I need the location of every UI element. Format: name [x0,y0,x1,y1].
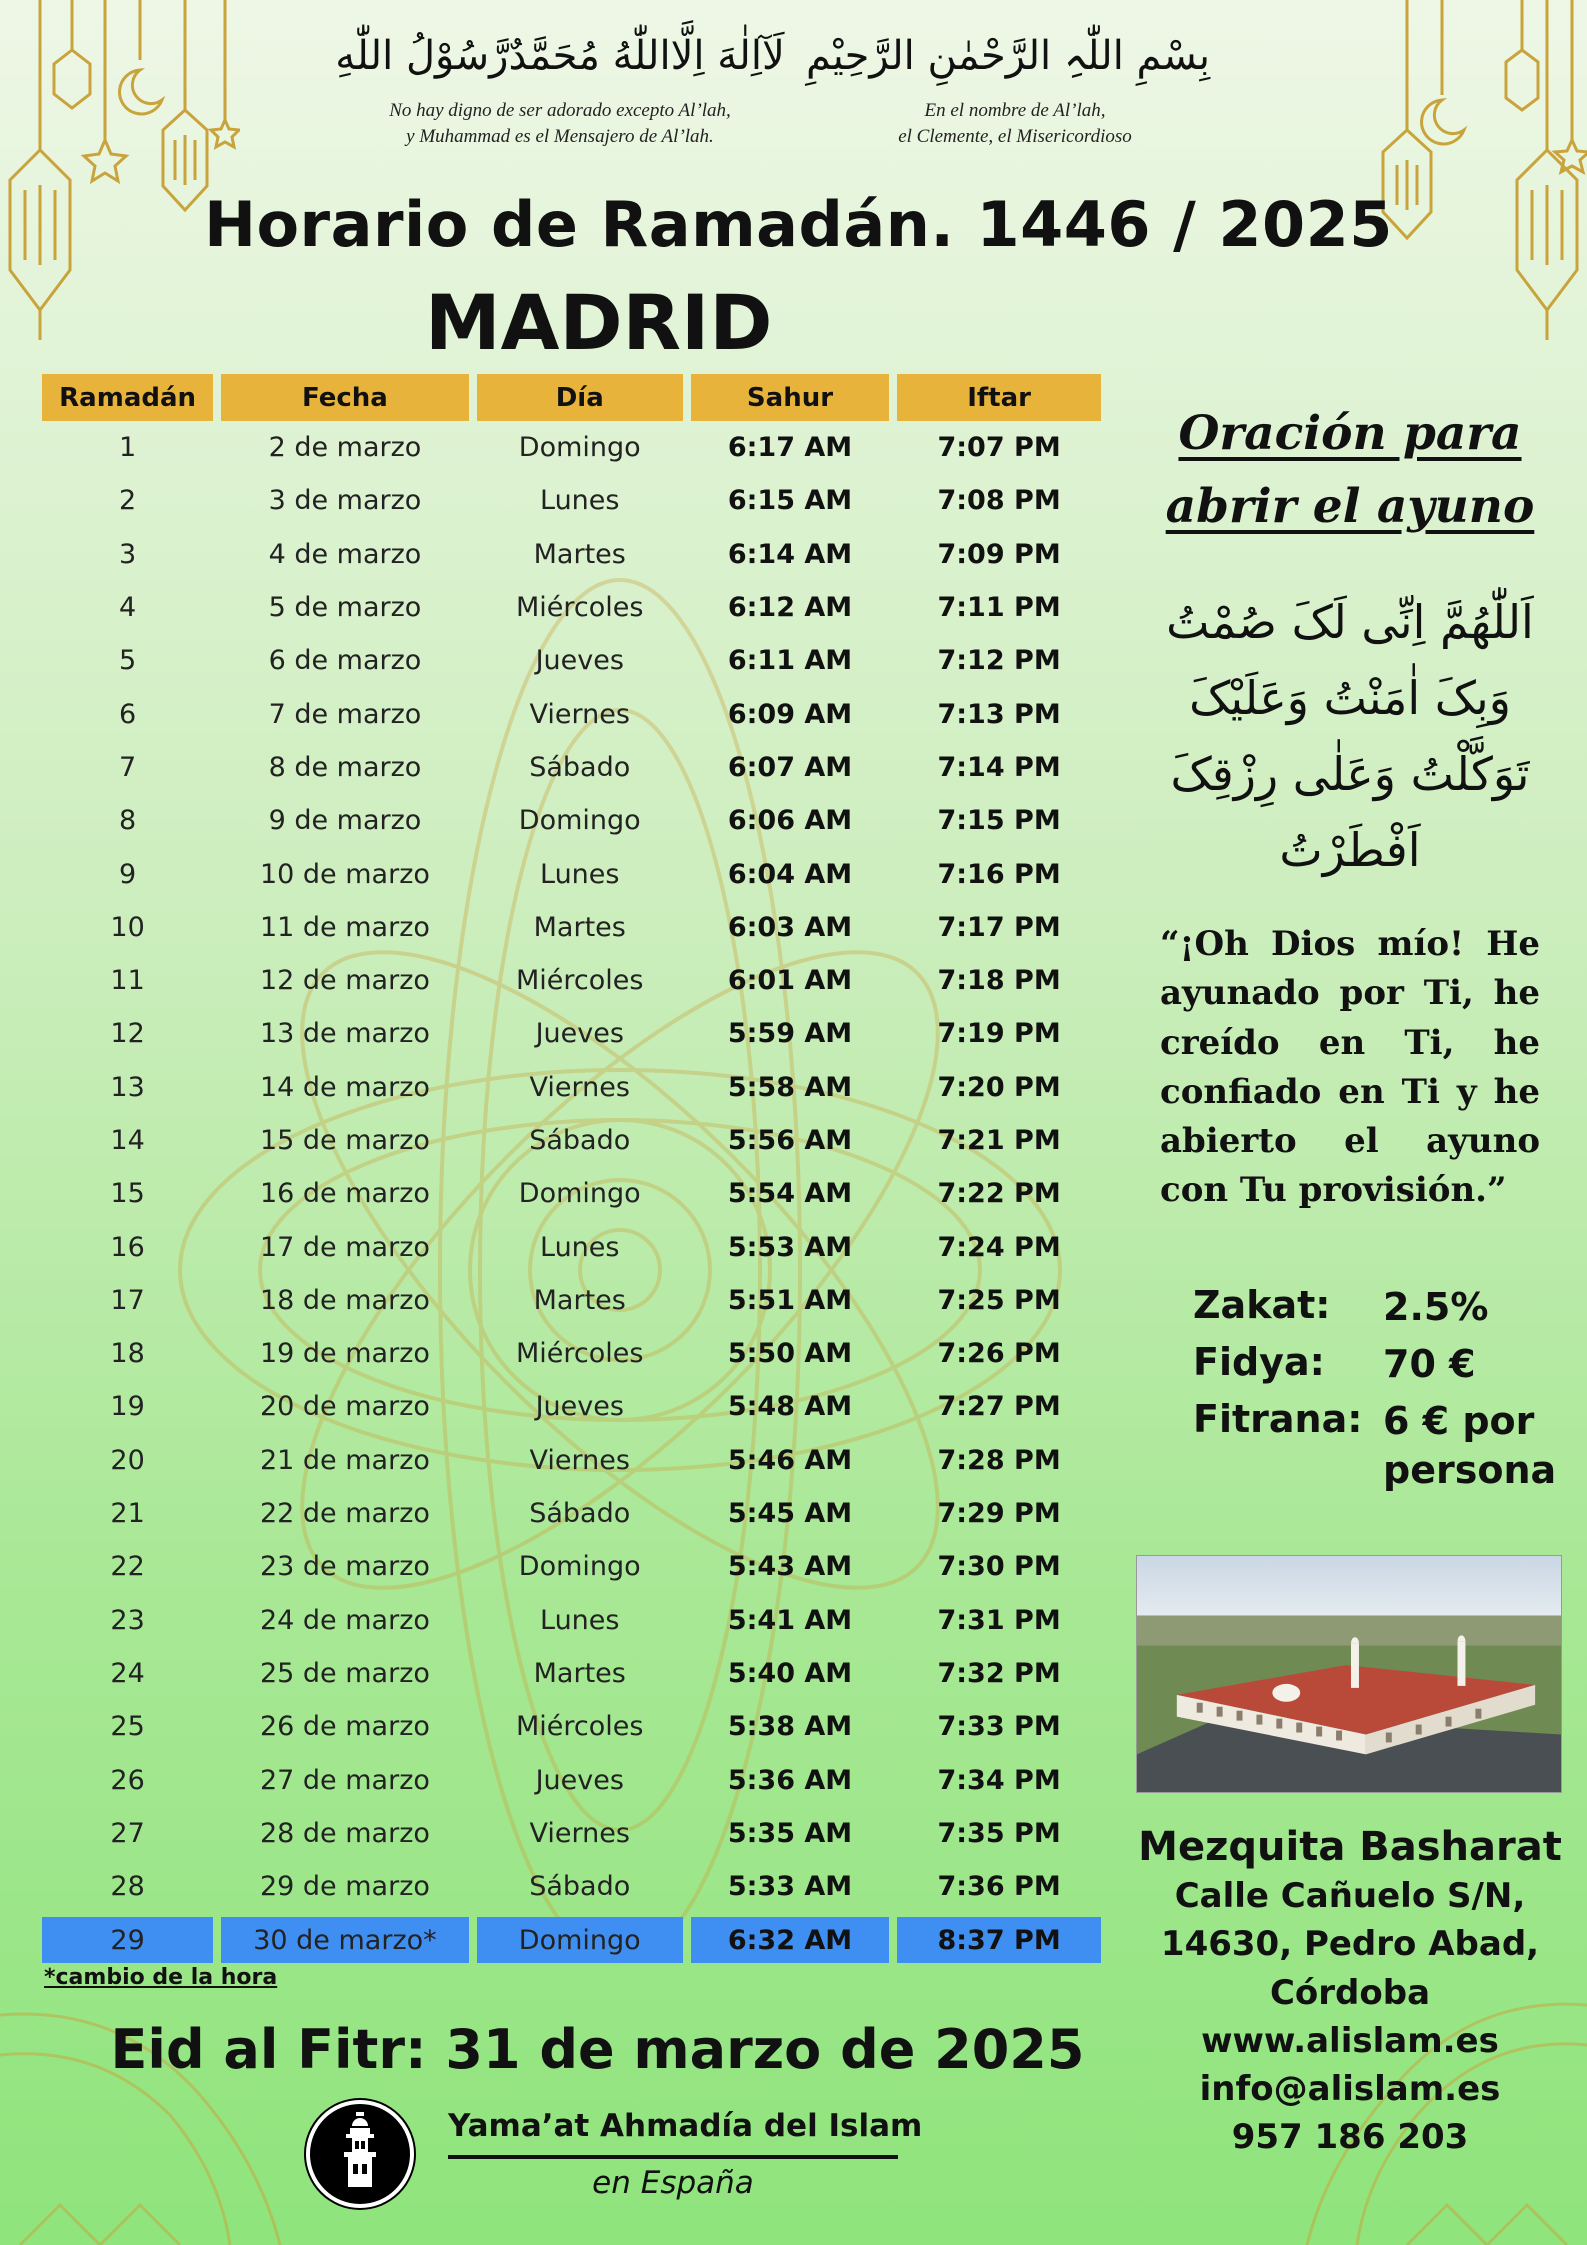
hanging-lanterns-icon [1347,0,1587,360]
cell-ramadan-day: 21 [110,1498,145,1530]
cell-fecha: 20 de marzo [259,1391,430,1423]
organization-name: Yama’at Ahmadía del Islam [448,2108,923,2144]
cell-sahur: 5:48 AM [727,1391,853,1423]
cell-sahur: 5:40 AM [727,1657,853,1689]
column-header-iftar: Iftar [897,374,1101,421]
cell-iftar: 7:27 PM [937,1391,1061,1423]
cell-dia: Martes [533,1284,626,1316]
email-link[interactable]: info@alislam.es [1199,2069,1501,2110]
column-header-ramadan: Ramadán [42,374,213,421]
address-line: Calle Cañuelo S/N, [1174,1876,1526,1916]
cell-sahur: 5:46 AM [727,1444,853,1476]
table-row [42,1274,1101,1327]
cell-dia: Jueves [535,1764,624,1796]
table-row [42,474,1101,527]
minaret-logo-icon [306,2100,414,2208]
cell-sahur: 5:59 AM [727,1018,853,1050]
dues-label: Fidya: [1193,1340,1325,1384]
cell-sahur: 5:58 AM [727,1071,853,1103]
cell-fecha: 23 de marzo [259,1551,430,1583]
table-row [42,1594,1101,1647]
cell-sahur: 6:01 AM [727,965,853,997]
bismillah-translation-line: En el nombre de Al’lah, [924,100,1106,121]
hanging-lanterns-icon [0,0,240,360]
city-title: MADRID [425,278,773,367]
cell-fecha: 22 de marzo [259,1498,430,1530]
cell-dia: Lunes [540,1231,620,1263]
cell-dia: Domingo [518,805,641,837]
cell-iftar: 7:34 PM [937,1764,1061,1796]
cell-sahur: 5:36 AM [727,1764,853,1796]
cell-iftar: 7:15 PM [937,805,1061,837]
cell-fecha: 14 de marzo [259,1071,430,1103]
table-row [42,1434,1101,1487]
dues-row-fitrana [1193,1397,1583,1493]
dues-label: Fitrana: [1193,1397,1363,1441]
cell-iftar: 7:33 PM [937,1711,1061,1743]
cell-ramadan-day: 4 [119,592,137,624]
cell-ramadan-day: 11 [110,965,145,997]
cell-iftar: 7:11 PM [937,592,1061,624]
cell-dia: Martes [533,911,626,943]
ramadan-schedule-table [34,374,1109,1963]
prayer-arabic-line: وَبِکَ اٰمَنْتُ وَعَلَیْکَ [1189,670,1511,725]
cell-ramadan-day: 28 [110,1871,145,1903]
table-row [42,741,1101,794]
table-row [42,954,1101,1007]
address-line: 14630, Pedro Abad, [1160,1924,1540,1965]
cell-fecha: 30 de marzo* [221,1917,468,1963]
bismillah-translation-line: el Clemente, el Misericordioso [898,125,1132,147]
corner-arch-ornament [0,1945,300,2245]
cell-ramadan-day: 19 [110,1391,145,1423]
cell-fecha: 28 de marzo [259,1817,430,1849]
cell-ramadan-day: 2 [119,485,137,517]
cell-iftar: 7:20 PM [937,1071,1061,1103]
cell-fecha: 29 de marzo [259,1871,430,1903]
bismillah-calligraphy: بِسْمِ اللّٰہِ الرَّحْمٰنِ الرَّحِیْمِ [805,33,1210,79]
table-row [42,581,1101,634]
cell-dia: Jueves [535,1018,624,1050]
cell-fecha: 13 de marzo [259,1018,430,1050]
cell-dia: Viernes [529,1817,630,1849]
cell-dia: Jueves [535,1391,624,1423]
cell-iftar: 7:17 PM [937,911,1061,943]
cell-dia: Miércoles [516,965,644,997]
cell-sahur: 5:50 AM [727,1338,853,1370]
cell-fecha: 21 de marzo [259,1444,430,1476]
cell-fecha: 9 de marzo [268,805,422,837]
cell-iftar: 7:08 PM [937,485,1061,517]
cell-sahur: 5:35 AM [727,1817,853,1849]
cell-iftar: 7:16 PM [937,858,1061,890]
cell-sahur: 5:51 AM [727,1284,853,1316]
table-row [42,528,1101,581]
column-header-fecha: Fecha [221,374,468,421]
table-row [42,1540,1101,1593]
cell-ramadan-day: 27 [110,1817,145,1849]
cell-iftar: 7:07 PM [937,432,1061,464]
cell-sahur: 5:43 AM [727,1551,853,1583]
cell-iftar: 7:26 PM [937,1338,1061,1370]
table-row [42,1647,1101,1700]
cell-ramadan-day: 23 [110,1604,145,1636]
prayer-arabic-line: اَللّٰهُمَّ اِنِّی لَکَ صُمْتُ [1166,595,1534,649]
table-row [42,847,1101,900]
organization-subtitle: en España [592,2165,754,2201]
table-row [42,1114,1101,1167]
table-row [42,1380,1101,1433]
prayer-arabic-line: اَفْطَرْتُ [1279,822,1421,877]
cell-ramadan-day: 29 [42,1917,213,1963]
cell-iftar: 7:31 PM [937,1604,1061,1636]
cell-sahur: 5:53 AM [727,1231,853,1263]
table-row [42,1860,1101,1913]
cell-dia: Viernes [529,1071,630,1103]
dues-value: 70 € [1383,1342,1476,1386]
cell-ramadan-day: 20 [110,1444,145,1476]
shahada-translation-line: No hay digno de ser adorado excepto Al’lah, [389,100,731,121]
cell-dia: Lunes [540,858,620,890]
phone-number: 957 186 203 [1231,2117,1469,2158]
cell-sahur: 5:38 AM [727,1711,853,1743]
cell-iftar: 7:19 PM [937,1018,1061,1050]
table-header-row [42,374,1101,421]
cell-fecha: 15 de marzo [259,1125,430,1156]
cell-dia: Lunes [540,485,620,517]
dues-value: 6 € por persona [1383,1399,1557,1493]
cell-fecha: 7 de marzo [268,698,422,730]
cell-iftar: 7:21 PM [937,1125,1061,1156]
prayer-spanish-translation: “¡Oh Dios mío! He ayunado por Ti, he creído en Ti, he confiado en Ti y he abierto el ayuno con Tu provisión.” [1160,924,1540,1211]
cell-dia: Sábado [529,1498,631,1530]
cell-sahur: 5:54 AM [727,1178,853,1210]
cell-ramadan-day: 3 [119,538,137,570]
contact-block [1130,1822,1570,2162]
table-row [42,1167,1101,1220]
cell-sahur: 6:12 AM [727,592,853,624]
cell-fecha: 18 de marzo [259,1284,430,1316]
cell-sahur: 6:14 AM [727,538,853,570]
cell-sahur: 6:15 AM [727,485,853,517]
cell-fecha: 11 de marzo [259,911,430,943]
cell-dia: Sábado [529,1871,631,1903]
cell-dia: Sábado [529,751,631,783]
cell-iftar: 7:35 PM [937,1817,1061,1849]
cell-dia: Domingo [477,1917,683,1963]
dues-row-fidya [1193,1340,1583,1397]
cell-fecha: 8 de marzo [268,751,422,783]
cell-fecha: 2 de marzo [268,432,422,464]
cell-fecha: 24 de marzo [259,1604,430,1636]
cell-iftar: 7:09 PM [937,538,1061,570]
cell-fecha: 27 de marzo [259,1764,430,1796]
column-header-dia: Día [477,374,683,421]
cell-sahur: 6:17 AM [727,432,853,464]
cell-ramadan-day: 18 [110,1338,145,1370]
cell-sahur: 6:03 AM [727,911,853,943]
dues-row-zakat [1193,1283,1583,1340]
table-row [42,1007,1101,1060]
cell-fecha: 4 de marzo [268,538,422,570]
cell-iftar: 7:25 PM [937,1284,1061,1316]
table-row [42,687,1101,740]
cell-sahur: 6:04 AM [727,858,853,890]
address-line: Córdoba [1269,1972,1431,2013]
table-row [42,1700,1101,1753]
cell-fecha: 17 de marzo [259,1231,430,1263]
cell-ramadan-day: 26 [110,1764,145,1796]
bismillah-block [805,30,1210,149]
cell-dia: Domingo [518,1551,641,1583]
cell-iftar: 7:36 PM [937,1871,1061,1903]
cell-ramadan-day: 9 [119,858,137,890]
table-row [42,901,1101,954]
table-row [42,421,1101,474]
cell-ramadan-day: 13 [110,1071,145,1103]
shahada-calligraphy: لَآاِلٰهَ اِلَّااللّٰهُ مُحَمَّدٌرَّسُوْلُ اللّٰهِ [335,33,785,79]
cell-sahur: 6:11 AM [727,645,853,677]
cell-sahur: 5:41 AM [727,1604,853,1636]
cell-iftar: 8:37 PM [897,1917,1101,1963]
table-row [42,1487,1101,1540]
cell-iftar: 7:30 PM [937,1551,1061,1583]
cell-sahur: 6:09 AM [727,698,853,730]
cell-fecha: 25 de marzo [259,1657,430,1689]
organization-divider [448,2155,898,2159]
cell-dia: Martes [533,1657,626,1689]
dues-list [1193,1283,1583,1493]
prayer-arabic-line: تَوَکَّلْتُ وَعَلٰی رِزْقِکَ [1170,746,1530,801]
cell-dia: Jueves [535,645,624,677]
cell-sahur: 6:32 AM [691,1917,889,1963]
cell-ramadan-day: 7 [119,751,137,783]
table-row [42,634,1101,687]
cell-iftar: 7:32 PM [937,1657,1061,1689]
prayer-title [1140,398,1560,544]
cell-fecha: 26 de marzo [259,1711,430,1743]
cell-fecha: 5 de marzo [268,592,422,624]
prayer-title-line: abrir el ayuno [1165,478,1535,534]
cell-ramadan-day: 1 [119,432,137,464]
cell-fecha: 10 de marzo [259,858,430,890]
cell-ramadan-day: 8 [119,805,137,837]
cell-sahur: 6:07 AM [727,751,853,783]
cell-ramadan-day: 17 [110,1284,145,1316]
cell-iftar: 7:18 PM [937,965,1061,997]
prayer-arabic [1140,585,1560,889]
cell-ramadan-day: 14 [110,1125,145,1156]
dues-value: 2.5% [1383,1285,1489,1329]
prayer-title-line: Oración para [1178,406,1522,461]
cell-ramadan-day: 10 [110,911,145,943]
shahada-translation-line: y Muhammad es el Mensajero de Al’lah. [406,125,714,147]
dues-label: Zakat: [1193,1283,1331,1327]
cell-iftar: 7:12 PM [937,645,1061,677]
cell-dia: Miércoles [516,1338,644,1370]
cell-ramadan-day: 22 [110,1551,145,1583]
table-row [42,1061,1101,1114]
mosque-name: Mezquita Basharat [1138,1824,1562,1870]
cell-ramadan-day: 24 [110,1657,145,1689]
cell-fecha: 16 de marzo [259,1178,430,1210]
cell-ramadan-day: 12 [110,1018,145,1050]
table-row-highlighted [42,1917,1101,1963]
website-link[interactable]: www.alislam.es [1201,2020,1499,2061]
cell-dia: Sábado [529,1125,631,1156]
cell-ramadan-day: 16 [110,1231,145,1263]
cell-dia: Miércoles [516,592,644,624]
cell-sahur: 5:45 AM [727,1498,853,1530]
page-title: Horario de Ramadán. 1446 / 2025 [204,188,1393,261]
cell-sahur: 5:56 AM [727,1125,853,1156]
cell-iftar: 7:24 PM [937,1231,1061,1263]
schedule-body [42,421,1101,1963]
cell-dia: Domingo [518,432,641,464]
mosque-photo [1136,1555,1562,1793]
shahada-translation [330,98,790,149]
cell-dia: Martes [533,538,626,570]
cell-iftar: 7:14 PM [937,751,1061,783]
cell-sahur: 6:06 AM [727,805,853,837]
cell-fecha: 12 de marzo [259,965,430,997]
bismillah-translation [820,98,1210,149]
cell-iftar: 7:13 PM [937,698,1061,730]
cell-iftar: 7:29 PM [937,1498,1061,1530]
cell-ramadan-day: 15 [110,1178,145,1210]
shahada-block [330,30,790,149]
cell-sahur: 5:33 AM [727,1871,853,1903]
cell-dia: Viernes [529,698,630,730]
cell-fecha: 6 de marzo [268,645,422,677]
cell-ramadan-day: 6 [119,698,137,730]
cell-dia: Viernes [529,1444,630,1476]
cell-dia: Miércoles [516,1711,644,1743]
cell-dia: Domingo [518,1178,641,1210]
column-header-sahur: Sahur [691,374,889,421]
table-row [42,1807,1101,1860]
table-row [42,1753,1101,1806]
eid-date: Eid al Fitr: 31 de marzo de 2025 [110,2018,1085,2081]
table-row [42,1327,1101,1380]
cell-fecha: 3 de marzo [268,485,422,517]
cell-iftar: 7:22 PM [937,1178,1061,1210]
table-row [42,794,1101,847]
cell-ramadan-day: 5 [119,645,137,677]
cell-ramadan-day: 25 [110,1711,145,1743]
table-row [42,1220,1101,1273]
time-change-footnote: *cambio de la hora [44,1965,278,1990]
cell-fecha: 19 de marzo [259,1338,430,1370]
cell-iftar: 7:28 PM [937,1444,1061,1476]
cell-dia: Lunes [540,1604,620,1636]
